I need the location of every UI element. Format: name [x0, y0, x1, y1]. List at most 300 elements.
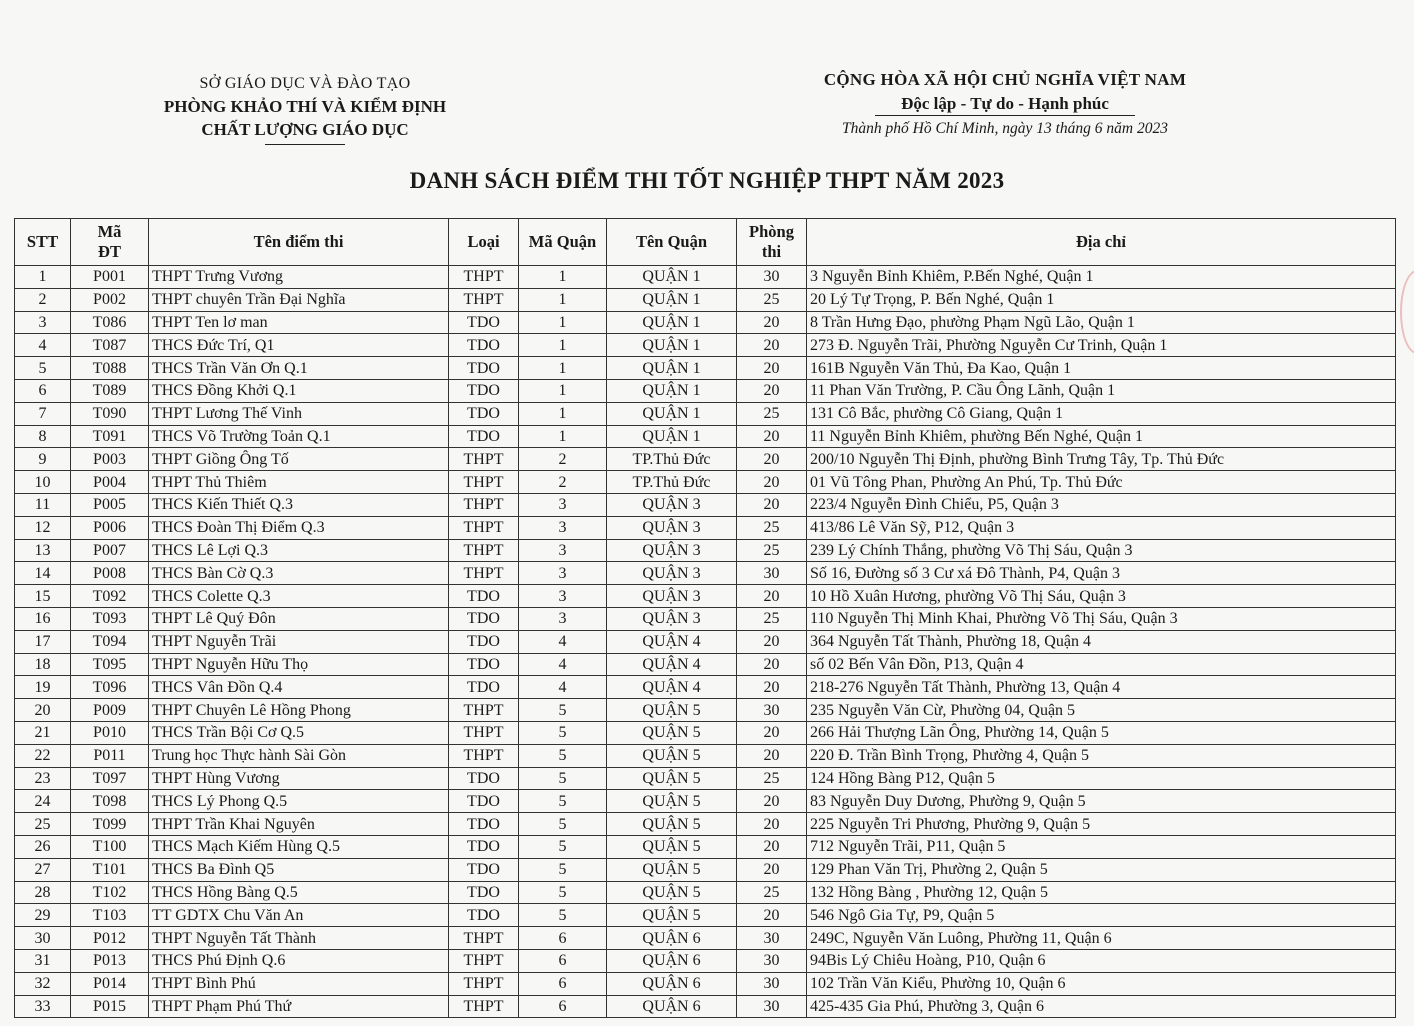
cell-ten-diem-thi: THCS Đức Trí, Q1: [149, 334, 449, 357]
cell-ten-diem-thi: THCS Bàn Cờ Q.3: [149, 562, 449, 585]
cell-phong-thi: 20: [737, 813, 807, 836]
cell-phong-thi: 30: [737, 949, 807, 972]
table-row: [15, 493, 1396, 516]
cell-ma-quan: 4: [519, 630, 607, 653]
cell-ma-quan: 3: [519, 562, 607, 585]
table-row: [15, 676, 1396, 699]
table-row: [15, 949, 1396, 972]
cell-ma-quan: 5: [519, 881, 607, 904]
cell-ma-quan: 5: [519, 904, 607, 927]
table-row: [15, 653, 1396, 676]
cell-phong-thi: 20: [737, 379, 807, 402]
cell-ma-dt: T094: [71, 630, 149, 653]
cell-ma-quan: 6: [519, 927, 607, 950]
cell-ten-quan: QUẬN 4: [607, 676, 737, 699]
cell-stt: 6: [15, 379, 71, 402]
table-row: [15, 721, 1396, 744]
cell-ten-quan: QUẬN 3: [607, 493, 737, 516]
cell-ten-diem-thi: THCS Võ Trường Toản Q.1: [149, 425, 449, 448]
cell-ma-quan: 1: [519, 379, 607, 402]
cell-ten-quan: QUẬN 5: [607, 767, 737, 790]
cell-ten-quan: QUẬN 5: [607, 790, 737, 813]
table-row: [15, 972, 1396, 995]
cell-loai: THPT: [449, 539, 519, 562]
cell-loai: TDO: [449, 858, 519, 881]
cell-ma-dt: T093: [71, 607, 149, 630]
cell-ten-quan: QUẬN 3: [607, 585, 737, 608]
col-header-ten-quan: Tên Quận: [607, 219, 737, 266]
cell-loai: TDO: [449, 334, 519, 357]
col-header-loai: Loại: [449, 219, 519, 266]
cell-stt: 5: [15, 357, 71, 380]
cell-ten-quan: QUẬN 1: [607, 379, 737, 402]
table-row: [15, 927, 1396, 950]
cell-phong-thi: 25: [737, 881, 807, 904]
cell-ma-dt: P013: [71, 949, 149, 972]
table-row: [15, 425, 1396, 448]
cell-ma-quan: 4: [519, 676, 607, 699]
cell-loai: TDO: [449, 311, 519, 334]
table-row: [15, 881, 1396, 904]
cell-stt: 24: [15, 790, 71, 813]
exam-sites-table: [14, 218, 1396, 1018]
cell-loai: THPT: [449, 744, 519, 767]
cell-dia-chi: 11 Nguyễn Bỉnh Khiêm, phường Bến Nghé, Quận 1: [807, 425, 1396, 448]
cell-phong-thi: 25: [737, 607, 807, 630]
cell-phong-thi: 25: [737, 402, 807, 425]
cell-ma-quan: 3: [519, 493, 607, 516]
cell-dia-chi: 10 Hồ Xuân Hương, phường Võ Thị Sáu, Quận 3: [807, 585, 1396, 608]
cell-stt: 10: [15, 471, 71, 494]
cell-stt: 22: [15, 744, 71, 767]
cell-phong-thi: 20: [737, 357, 807, 380]
table-row: [15, 471, 1396, 494]
cell-ma-dt: T103: [71, 904, 149, 927]
cell-ma-dt: T090: [71, 402, 149, 425]
cell-loai: THPT: [449, 448, 519, 471]
cell-ten-quan: QUẬN 5: [607, 699, 737, 722]
cell-ma-dt: P004: [71, 471, 149, 494]
cell-ma-dt: T099: [71, 813, 149, 836]
cell-dia-chi: 249C, Nguyễn Văn Luông, Phường 11, Quận 6: [807, 927, 1396, 950]
cell-ma-dt: P009: [71, 699, 149, 722]
cell-ten-diem-thi: THPT Giồng Ông Tố: [149, 448, 449, 471]
table-row: [15, 539, 1396, 562]
table-row: [15, 835, 1396, 858]
table-row: [15, 448, 1396, 471]
cell-stt: 23: [15, 767, 71, 790]
cell-ma-quan: 4: [519, 653, 607, 676]
cell-stt: 8: [15, 425, 71, 448]
cell-ten-diem-thi: THCS Kiến Thiết Q.3: [149, 493, 449, 516]
cell-phong-thi: 20: [737, 471, 807, 494]
cell-ten-diem-thi: THCS Ba Đình Q5: [149, 858, 449, 881]
cell-ten-diem-thi: THPT Thủ Thiêm: [149, 471, 449, 494]
cell-stt: 26: [15, 835, 71, 858]
table-row: [15, 790, 1396, 813]
cell-ma-dt: P012: [71, 927, 149, 950]
cell-ten-diem-thi: THCS Lê Lợi Q.3: [149, 539, 449, 562]
cell-dia-chi: 132 Hồng Bàng , Phường 12, Quận 5: [807, 881, 1396, 904]
cell-ma-dt: T097: [71, 767, 149, 790]
cell-dia-chi: 131 Cô Bắc, phường Cô Giang, Quận 1: [807, 402, 1396, 425]
cell-ten-quan: QUẬN 5: [607, 881, 737, 904]
cell-ma-quan: 5: [519, 813, 607, 836]
cell-ten-quan: QUẬN 5: [607, 744, 737, 767]
col-header-ten-diem-thi: Tên điểm thi: [149, 219, 449, 266]
col-header-ma-quan: Mã Quận: [519, 219, 607, 266]
cell-ma-dt: T098: [71, 790, 149, 813]
cell-loai: THPT: [449, 972, 519, 995]
cell-phong-thi: 20: [737, 334, 807, 357]
header-right: [800, 68, 1210, 141]
cell-ma-quan: 3: [519, 539, 607, 562]
cell-ma-quan: 3: [519, 607, 607, 630]
cell-ma-quan: 3: [519, 516, 607, 539]
cell-loai: TDO: [449, 630, 519, 653]
cell-ten-diem-thi: THPT Lê Quý Đôn: [149, 607, 449, 630]
cell-phong-thi: 30: [737, 266, 807, 289]
cell-dia-chi: 413/86 Lê Văn Sỹ, P12, Quận 3: [807, 516, 1396, 539]
cell-stt: 7: [15, 402, 71, 425]
cell-ma-dt: T096: [71, 676, 149, 699]
cell-dia-chi: 235 Nguyễn Văn Cừ, Phường 04, Quận 5: [807, 699, 1396, 722]
cell-ma-quan: 5: [519, 858, 607, 881]
cell-stt: 4: [15, 334, 71, 357]
cell-ten-diem-thi: THCS Phú Định Q.6: [149, 949, 449, 972]
cell-ten-quan: QUẬN 3: [607, 607, 737, 630]
cell-loai: TDO: [449, 676, 519, 699]
cell-dia-chi: 124 Hồng Bàng P12, Quận 5: [807, 767, 1396, 790]
cell-phong-thi: 20: [737, 676, 807, 699]
cell-stt: 20: [15, 699, 71, 722]
cell-phong-thi: 25: [737, 767, 807, 790]
cell-ma-dt: T101: [71, 858, 149, 881]
cell-dia-chi: 225 Nguyễn Tri Phương, Phường 9, Quận 5: [807, 813, 1396, 836]
stamp-mark: [1400, 270, 1414, 354]
cell-loai: TDO: [449, 904, 519, 927]
cell-ma-dt: T088: [71, 357, 149, 380]
cell-dia-chi: 273 Đ. Nguyễn Trãi, Phường Nguyễn Cư Trinh, Quận 1: [807, 334, 1396, 357]
cell-ten-diem-thi: THCS Trần Văn Ơn Q.1: [149, 357, 449, 380]
cell-phong-thi: 30: [737, 562, 807, 585]
cell-loai: THPT: [449, 721, 519, 744]
cell-phong-thi: 20: [737, 493, 807, 516]
cell-ma-dt: T102: [71, 881, 149, 904]
cell-phong-thi: 30: [737, 699, 807, 722]
cell-ma-dt: T086: [71, 311, 149, 334]
col-header-phong-line2: thi: [761, 242, 782, 261]
cell-ten-quan: QUẬN 4: [607, 630, 737, 653]
cell-ten-quan: QUẬN 3: [607, 516, 737, 539]
department-name: SỞ GIÁO DỤC VÀ ĐÀO TẠO: [199, 75, 411, 92]
cell-ma-quan: 5: [519, 790, 607, 813]
cell-ma-quan: 2: [519, 448, 607, 471]
cell-dia-chi: 01 Vũ Tông Phan, Phường An Phú, Tp. Thủ Đức: [807, 471, 1396, 494]
cell-phong-thi: 25: [737, 288, 807, 311]
table-row: [15, 904, 1396, 927]
cell-ten-diem-thi: THPT Nguyễn Tất Thành: [149, 927, 449, 950]
cell-ten-diem-thi: THCS Vân Đồn Q.4: [149, 676, 449, 699]
cell-phong-thi: 20: [737, 630, 807, 653]
cell-ma-quan: 6: [519, 949, 607, 972]
cell-ten-diem-thi: THCS Mạch Kiếm Hùng Q.5: [149, 835, 449, 858]
cell-loai: THPT: [449, 288, 519, 311]
cell-ma-dt: T095: [71, 653, 149, 676]
cell-ma-quan: 1: [519, 425, 607, 448]
cell-phong-thi: 20: [737, 744, 807, 767]
cell-stt: 21: [15, 721, 71, 744]
cell-ten-diem-thi: THPT chuyên Trần Đại Nghĩa: [149, 288, 449, 311]
cell-ten-quan: QUẬN 5: [607, 721, 737, 744]
cell-stt: 33: [15, 995, 71, 1018]
cell-phong-thi: 20: [737, 790, 807, 813]
table-row: [15, 266, 1396, 289]
table-header-row: [15, 219, 1396, 266]
header-left-underline: [265, 144, 345, 145]
table-row: [15, 334, 1396, 357]
cell-dia-chi: 220 Đ. Trần Bình Trọng, Phường 4, Quận 5: [807, 744, 1396, 767]
table-row: [15, 995, 1396, 1018]
cell-phong-thi: 30: [737, 927, 807, 950]
cell-ten-diem-thi: THPT Trưng Vương: [149, 266, 449, 289]
cell-loai: THPT: [449, 493, 519, 516]
cell-dia-chi: 161B Nguyễn Văn Thủ, Đa Kao, Quận 1: [807, 357, 1396, 380]
cell-ten-diem-thi: THPT Chuyên Lê Hồng Phong: [149, 699, 449, 722]
cell-stt: 3: [15, 311, 71, 334]
col-header-stt: STT: [15, 219, 71, 266]
cell-ten-diem-thi: THPT Bình Phú: [149, 972, 449, 995]
cell-ten-quan: QUẬN 3: [607, 562, 737, 585]
cell-loai: THPT: [449, 266, 519, 289]
cell-stt: 13: [15, 539, 71, 562]
cell-phong-thi: 20: [737, 585, 807, 608]
cell-dia-chi: 11 Phan Văn Trường, P. Cầu Ông Lãnh, Quận 1: [807, 379, 1396, 402]
cell-loai: TDO: [449, 585, 519, 608]
cell-ma-dt: T100: [71, 835, 149, 858]
cell-loai: TDO: [449, 379, 519, 402]
cell-phong-thi: 30: [737, 995, 807, 1018]
cell-dia-chi: 546 Ngô Gia Tự, P9, Quận 5: [807, 904, 1396, 927]
cell-ma-quan: 2: [519, 471, 607, 494]
cell-dia-chi: 712 Nguyễn Trãi, P11, Quận 5: [807, 835, 1396, 858]
cell-ma-dt: P015: [71, 995, 149, 1018]
table-row: [15, 699, 1396, 722]
table-row: [15, 311, 1396, 334]
table-row: [15, 516, 1396, 539]
header-left: [120, 72, 490, 145]
cell-ma-quan: 1: [519, 288, 607, 311]
cell-stt: 17: [15, 630, 71, 653]
cell-ten-diem-thi: THPT Nguyễn Trãi: [149, 630, 449, 653]
cell-ma-quan: 5: [519, 767, 607, 790]
cell-stt: 9: [15, 448, 71, 471]
cell-stt: 18: [15, 653, 71, 676]
cell-stt: 12: [15, 516, 71, 539]
cell-stt: 32: [15, 972, 71, 995]
cell-ten-quan: QUẬN 6: [607, 949, 737, 972]
cell-ten-quan: TP.Thủ Đức: [607, 471, 737, 494]
cell-ten-quan: QUẬN 6: [607, 927, 737, 950]
col-header-phong-thi: [737, 219, 807, 266]
cell-stt: 19: [15, 676, 71, 699]
cell-dia-chi: 110 Nguyễn Thị Minh Khai, Phường Võ Thị Sáu, Quận 3: [807, 607, 1396, 630]
country-name: CỘNG HÒA XÃ HỘI CHỦ NGHĨA VIỆT NAM: [823, 70, 1187, 89]
cell-stt: 27: [15, 858, 71, 881]
cell-ten-quan: QUẬN 6: [607, 995, 737, 1018]
cell-dia-chi: số 02 Bến Vân Đồn, P13, Quận 4: [807, 653, 1396, 676]
cell-ma-quan: 1: [519, 334, 607, 357]
cell-dia-chi: 20 Lý Tự Trọng, P. Bến Nghé, Quận 1: [807, 288, 1396, 311]
cell-ten-quan: QUẬN 5: [607, 858, 737, 881]
cell-ten-diem-thi: THPT Trần Khai Nguyên: [149, 813, 449, 836]
cell-loai: THPT: [449, 471, 519, 494]
cell-ma-dt: P011: [71, 744, 149, 767]
cell-loai: THPT: [449, 995, 519, 1018]
cell-ma-quan: 1: [519, 357, 607, 380]
cell-dia-chi: Số 16, Đường số 3 Cư xá Đô Thành, P4, Quận 3: [807, 562, 1396, 585]
cell-stt: 14: [15, 562, 71, 585]
cell-phong-thi: 20: [737, 858, 807, 881]
col-header-ma-dt-line2: ĐT: [98, 242, 121, 261]
cell-loai: TDO: [449, 790, 519, 813]
cell-dia-chi: 83 Nguyễn Duy Dương, Phường 9, Quận 5: [807, 790, 1396, 813]
cell-ma-quan: 1: [519, 402, 607, 425]
cell-ma-dt: T089: [71, 379, 149, 402]
table-row: [15, 744, 1396, 767]
table-row: [15, 858, 1396, 881]
cell-stt: 28: [15, 881, 71, 904]
cell-ten-diem-thi: THPT Hùng Vương: [149, 767, 449, 790]
cell-loai: THPT: [449, 516, 519, 539]
cell-ten-quan: QUẬN 5: [607, 813, 737, 836]
cell-ten-diem-thi: THPT Ten lơ man: [149, 311, 449, 334]
cell-ten-diem-thi: THPT Phạm Phú Thứ: [149, 995, 449, 1018]
cell-dia-chi: 425-435 Gia Phú, Phường 3, Quận 6: [807, 995, 1396, 1018]
cell-ma-quan: 5: [519, 835, 607, 858]
cell-loai: TDO: [449, 881, 519, 904]
cell-stt: 1: [15, 266, 71, 289]
cell-ma-quan: 1: [519, 311, 607, 334]
cell-ma-quan: 5: [519, 744, 607, 767]
cell-ten-quan: QUẬN 1: [607, 357, 737, 380]
cell-dia-chi: 239 Lý Chính Thắng, phường Võ Thị Sáu, Quận 3: [807, 539, 1396, 562]
cell-phong-thi: 20: [737, 653, 807, 676]
cell-ten-quan: QUẬN 1: [607, 266, 737, 289]
cell-ten-quan: QUẬN 1: [607, 402, 737, 425]
cell-ma-dt: P003: [71, 448, 149, 471]
cell-ma-dt: P010: [71, 721, 149, 744]
cell-phong-thi: 20: [737, 721, 807, 744]
cell-ten-quan: QUẬN 5: [607, 835, 737, 858]
col-header-ma-dt-line1: Mã: [97, 222, 122, 241]
cell-phong-thi: 30: [737, 972, 807, 995]
cell-phong-thi: 20: [737, 904, 807, 927]
cell-ma-dt: P007: [71, 539, 149, 562]
cell-ma-quan: 1: [519, 266, 607, 289]
cell-ten-quan: QUẬN 4: [607, 653, 737, 676]
cell-ten-diem-thi: THCS Lý Phong Q.5: [149, 790, 449, 813]
col-header-ma-dt: [71, 219, 149, 266]
cell-ma-quan: 6: [519, 995, 607, 1018]
cell-ten-quan: QUẬN 5: [607, 904, 737, 927]
cell-phong-thi: 20: [737, 425, 807, 448]
cell-phong-thi: 20: [737, 448, 807, 471]
cell-loai: TDO: [449, 357, 519, 380]
cell-loai: TDO: [449, 767, 519, 790]
cell-ma-dt: T091: [71, 425, 149, 448]
cell-ma-dt: P006: [71, 516, 149, 539]
office-name-line1: PHÒNG KHẢO THÍ VÀ KIỂM ĐỊNH: [163, 97, 447, 116]
table-row: [15, 357, 1396, 380]
cell-phong-thi: 25: [737, 539, 807, 562]
cell-ten-quan: QUẬN 1: [607, 311, 737, 334]
cell-ten-quan: QUẬN 1: [607, 288, 737, 311]
cell-stt: 15: [15, 585, 71, 608]
document-date: Thành phố Hồ Chí Minh, ngày 13 tháng 6 năm 2023: [842, 120, 1168, 137]
cell-ma-dt: T087: [71, 334, 149, 357]
cell-loai: TDO: [449, 653, 519, 676]
cell-dia-chi: 200/10 Nguyễn Thị Định, phường Bình Trưng Tây, Tp. Thủ Đức: [807, 448, 1396, 471]
cell-ten-quan: QUẬN 1: [607, 425, 737, 448]
cell-ma-quan: 5: [519, 699, 607, 722]
cell-ma-dt: P014: [71, 972, 149, 995]
cell-ma-quan: 5: [519, 721, 607, 744]
table-row: [15, 402, 1396, 425]
cell-ten-quan: QUẬN 1: [607, 334, 737, 357]
cell-ten-diem-thi: THCS Đồng Khởi Q.1: [149, 379, 449, 402]
cell-ma-dt: P005: [71, 493, 149, 516]
cell-ma-dt: P001: [71, 266, 149, 289]
cell-ma-dt: T092: [71, 585, 149, 608]
cell-dia-chi: 8 Trần Hưng Đạo, phường Phạm Ngũ Lão, Quận 1: [807, 311, 1396, 334]
cell-ten-quan: QUẬN 6: [607, 972, 737, 995]
cell-dia-chi: 218-276 Nguyễn Tất Thành, Phường 13, Quận 4: [807, 676, 1396, 699]
cell-ma-dt: P002: [71, 288, 149, 311]
cell-loai: THPT: [449, 949, 519, 972]
cell-ten-diem-thi: Trung học Thực hành Sài Gòn: [149, 744, 449, 767]
table-row: [15, 585, 1396, 608]
cell-stt: 2: [15, 288, 71, 311]
cell-stt: 25: [15, 813, 71, 836]
cell-dia-chi: 266 Hải Thượng Lãn Ông, Phường 14, Quận 5: [807, 721, 1396, 744]
cell-stt: 11: [15, 493, 71, 516]
cell-loai: TDO: [449, 835, 519, 858]
cell-ten-diem-thi: THCS Đoàn Thị Điểm Q.3: [149, 516, 449, 539]
cell-ten-diem-thi: THCS Trần Bội Cơ Q.5: [149, 721, 449, 744]
office-name-line2: CHẤT LƯỢNG GIÁO DỤC: [201, 120, 409, 139]
cell-stt: 30: [15, 927, 71, 950]
cell-ma-quan: 3: [519, 585, 607, 608]
table-row: [15, 813, 1396, 836]
cell-phong-thi: 20: [737, 311, 807, 334]
cell-ten-quan: TP.Thủ Đức: [607, 448, 737, 471]
cell-loai: TDO: [449, 813, 519, 836]
cell-ten-diem-thi: THPT Lương Thế Vinh: [149, 402, 449, 425]
cell-dia-chi: 94Bis Lý Chiêu Hoàng, P10, Quận 6: [807, 949, 1396, 972]
cell-ma-quan: 6: [519, 972, 607, 995]
cell-dia-chi: 102 Trần Văn Kiểu, Phường 10, Quận 6: [807, 972, 1396, 995]
table-row: [15, 562, 1396, 585]
cell-ten-diem-thi: TT GDTX Chu Văn An: [149, 904, 449, 927]
cell-loai: THPT: [449, 927, 519, 950]
cell-phong-thi: 20: [737, 835, 807, 858]
cell-ten-diem-thi: THCS Colette Q.3: [149, 585, 449, 608]
cell-loai: TDO: [449, 425, 519, 448]
table-row: [15, 379, 1396, 402]
cell-ten-diem-thi: THPT Nguyễn Hữu Thọ: [149, 653, 449, 676]
cell-ten-quan: QUẬN 3: [607, 539, 737, 562]
